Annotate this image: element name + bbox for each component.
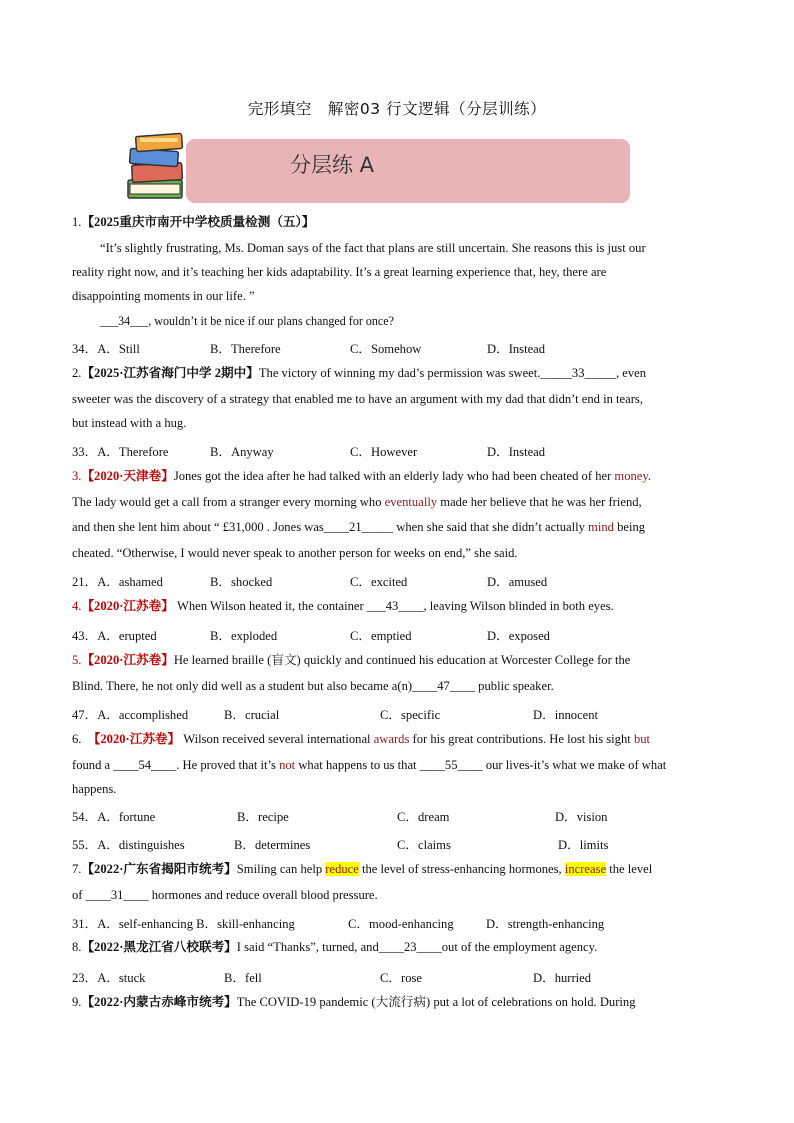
highlighted-keyword: reduce: [325, 862, 359, 876]
question-5-line: [72, 652, 722, 669]
question-number: 6.: [72, 732, 82, 746]
question-2-text: , even: [615, 366, 647, 380]
question-2-line: sweeter was the discovery of a strategy that enabled me to have an argument with my dad that didn’t end in tears,: [72, 392, 643, 406]
option-c[interactable]: C．dream: [397, 810, 450, 824]
blank-21[interactable]: ____21_____: [323, 520, 394, 534]
option-c[interactable]: C．excited: [350, 575, 408, 589]
question-6-text: for his great contributions. He lost his sight: [409, 732, 634, 746]
option-d[interactable]: D．innocent: [533, 708, 599, 722]
question-2-line: [72, 365, 722, 382]
blank-23[interactable]: ____23____: [378, 940, 442, 954]
question-5-line: [72, 678, 722, 695]
option-b[interactable]: B．exploded: [210, 629, 278, 643]
question-5-text: public speaker.: [475, 679, 554, 693]
question-number: 4.: [72, 599, 82, 613]
question-number: 8.: [72, 940, 82, 954]
option-d[interactable]: D．vision: [555, 810, 608, 824]
option-ab[interactable]: 31．A．self-enhancing B．skill-enhancing: [72, 917, 295, 931]
option-a[interactable]: 55．A．distinguishes: [72, 838, 185, 852]
blank-43[interactable]: ___43____: [366, 599, 424, 613]
question-number: 7.: [72, 862, 82, 876]
question-7-line: [72, 861, 722, 878]
blank-55[interactable]: ____55____: [419, 758, 483, 772]
question-3-text: The lady would get a call from a stranger every morning who: [72, 495, 385, 509]
question-6-text: found a: [72, 758, 114, 772]
option-c[interactable]: C．specific: [380, 708, 441, 722]
option-d[interactable]: D．amused: [487, 575, 548, 589]
question-source: 【2020·江苏卷】: [87, 732, 181, 746]
keyword: mind: [588, 520, 614, 534]
option-a[interactable]: 34．A．Still: [72, 342, 140, 356]
question-source: 【2020·江苏卷】: [81, 653, 174, 667]
option-d[interactable]: D．Instead: [487, 445, 546, 459]
question-3-text: being: [613, 520, 646, 534]
blank-33[interactable]: _____33_____: [540, 366, 616, 380]
question-3-text: Jones got the idea after he had talked with an elderly lady who had been cheated of her: [173, 469, 615, 483]
question-source: 【2020·天津卷】: [81, 469, 174, 483]
question-2-text: The victory of winning my dad’s permission was sweet.: [258, 366, 541, 380]
question-3-text: when she said that she didn’t actually: [393, 520, 589, 534]
keyword: awards: [373, 732, 410, 746]
question-number: 1.: [72, 215, 82, 229]
question-3-line: [72, 519, 722, 536]
question-3-line: [72, 494, 722, 511]
question-source: 【2022·广东省揭阳市统考】: [81, 862, 237, 876]
question-6-text: our lives-it’s what we make of what: [482, 758, 667, 772]
blank-47[interactable]: ____47____: [412, 679, 476, 693]
option-a[interactable]: 54．A．fortune: [72, 810, 156, 824]
question-7-text: hormones and reduce overall blood pressure.: [148, 888, 378, 902]
question-4-text: , leaving Wilson blinded in both eyes.: [423, 599, 614, 613]
question-1-line: [100, 313, 722, 330]
question-5-text: Blind. There, he not only did well as a student but also became a(n): [72, 679, 413, 693]
question-5-text: He learned braille (盲文) quickly and continued his education at Worcester College for the: [173, 653, 631, 667]
question-9-text: The COVID-19 pandemic (大流行病) put a lot of celebrations on hold. During: [236, 995, 636, 1009]
keyword: money: [614, 469, 648, 483]
option-a[interactable]: 23．A．stuck: [72, 971, 146, 985]
option-d[interactable]: D．strength-enhancing: [486, 917, 605, 931]
option-c[interactable]: C．However: [350, 445, 418, 459]
option-b[interactable]: B．recipe: [237, 810, 289, 824]
blank-31[interactable]: ____31____: [85, 888, 149, 902]
question-7-text: Smiling can help: [236, 862, 326, 876]
question-8-line: [72, 939, 722, 956]
books-icon: [122, 130, 188, 204]
keyword: but: [633, 732, 651, 746]
question-4-line: [72, 598, 722, 615]
question-9-line: [72, 994, 722, 1011]
question-6-text: . He proved that it’s: [176, 758, 280, 772]
option-a[interactable]: 21．A．ashamed: [72, 575, 163, 589]
question-number: 5.: [72, 653, 82, 667]
question-7-text: the level of stress-enhancing hormones,: [358, 862, 565, 876]
keyword: eventually: [384, 495, 438, 509]
question-number: 3.: [72, 469, 82, 483]
option-d[interactable]: D．Instead: [487, 342, 546, 356]
blank-34[interactable]: ___34___: [100, 314, 149, 328]
option-d[interactable]: D．exposed: [487, 629, 550, 643]
option-c[interactable]: C．emptied: [350, 629, 412, 643]
question-7-text: of: [72, 888, 86, 902]
question-1-line: reality right now, and it’s teaching her kids adaptability. It’s a great learning experience that, hey, there are: [72, 265, 607, 279]
option-a[interactable]: 47．A．accomplished: [72, 708, 189, 722]
question-source: 【2022·内蒙古赤峰市统考】: [81, 995, 237, 1009]
question-6-line: [72, 731, 722, 748]
question-1-line: disappointing moments in our life. ”: [72, 289, 255, 303]
page-title: 完形填空 解密03 行文逻辑（分层训练）: [247, 100, 547, 118]
question-source: 【2022·黑龙江省八校联考】: [81, 940, 237, 954]
question-8-text: out of the employment agency.: [441, 940, 598, 954]
option-c[interactable]: C．claims: [397, 838, 451, 852]
question-2-line: but instead with a hug.: [72, 416, 187, 430]
option-b[interactable]: B．fell: [224, 971, 262, 985]
option-d[interactable]: D．limits: [558, 838, 609, 852]
question-7-line: [72, 887, 722, 904]
question-7-text: the level: [606, 862, 653, 876]
question-6-text: what happens to us that: [295, 758, 420, 772]
option-c[interactable]: C．mood-enhancing: [348, 917, 454, 931]
question-3-text: and then she lent him about “ £31,000 . Jones was: [72, 520, 324, 534]
question-source: 【2025重庆市南开中学校质量检测（五）】: [81, 215, 315, 229]
option-b[interactable]: B．Therefore: [210, 342, 281, 356]
question-3-line: [72, 468, 722, 485]
question-source: 【2020·江苏卷】: [81, 599, 174, 613]
question-8-text: I said “Thanks”, turned, and: [236, 940, 379, 954]
question-number: 9.: [72, 995, 82, 1009]
question-number: 2.: [72, 366, 82, 380]
option-b[interactable]: B．crucial: [224, 708, 280, 722]
option-b[interactable]: B．Anyway: [210, 445, 274, 459]
option-c[interactable]: C．rose: [380, 971, 422, 985]
keyword: not: [279, 758, 296, 772]
question-6-line: happens.: [72, 782, 117, 796]
question-6-text: Wilson received several international: [180, 732, 374, 746]
option-c[interactable]: C．Somehow: [350, 342, 422, 356]
blank-54[interactable]: ____54____: [113, 758, 177, 772]
question-6-line: [72, 757, 722, 774]
highlighted-keyword: increase: [564, 862, 607, 876]
option-a[interactable]: 33．A．Therefore: [72, 445, 169, 459]
question-3-line: cheated. “Otherwise, I would never speak to another person for weeks on end,” she said.: [72, 546, 518, 560]
banner-title: 分层练 A: [290, 153, 375, 177]
option-a[interactable]: 43．A．erupted: [72, 629, 157, 643]
section-banner: [186, 139, 630, 203]
question-3-text: made her believe that he was her friend,: [437, 495, 642, 509]
question-4-text: When Wilson heated it, the container: [173, 599, 367, 613]
option-b[interactable]: B．shocked: [210, 575, 273, 589]
question-3-text: .: [647, 469, 652, 483]
option-d[interactable]: D．hurried: [533, 971, 592, 985]
question-1-line: “It’s slightly frustrating, Ms. Doman says of the fact that plans are still uncertain. She reasons this is just our: [100, 241, 646, 255]
question-source: 【2025·江苏省海门中学 2期中】: [81, 366, 259, 380]
question-1-header: [72, 214, 722, 231]
option-b[interactable]: B．determines: [234, 838, 311, 852]
question-1-text: , wouldn’t it be nice if our plans changed for once?: [148, 314, 394, 328]
